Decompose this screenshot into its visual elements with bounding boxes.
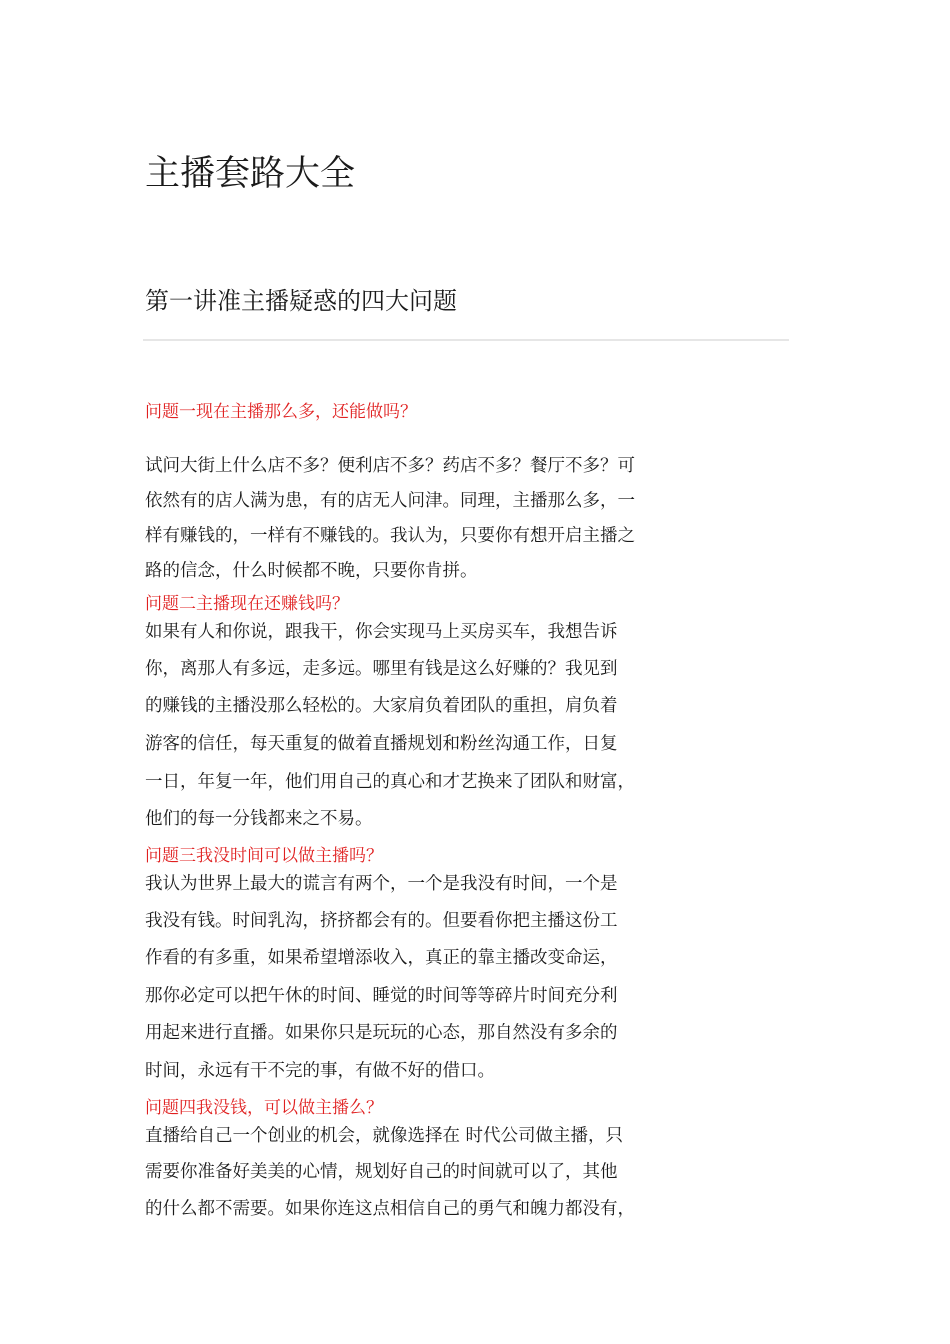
question-2-paragraph-line: 你，离那人有多远，走多远。哪里有钱是这么好赚的？我见到 bbox=[145, 659, 618, 679]
question-2-paragraph-line: 他们的每一分钱都来之不易。 bbox=[145, 809, 373, 829]
question-4-paragraph-line: 直播给自己一个创业的机会，就像选择在 时代公司做主播，只 bbox=[145, 1126, 624, 1146]
question-1-paragraph-line: 试问大街上什么店不多？便利店不多？药店不多？餐厅不多？可 bbox=[145, 456, 635, 476]
question-1-paragraph-line: 路的信念，什么时候都不晚，只要你肯拼。 bbox=[145, 561, 478, 581]
question-3-paragraph-line: 时间，永远有干不完的事，有做不好的借口。 bbox=[145, 1061, 495, 1081]
question-4-heading: 问题四我没钱，可以做主播么？ bbox=[145, 1098, 383, 1118]
document-title: 主播套路大全 bbox=[145, 154, 356, 194]
question-2-paragraph-line: 游客的信任，每天重复的做着直播规划和粉丝沟通工作，日复 bbox=[145, 734, 618, 754]
question-1-heading: 问题一现在主播那么多，还能做吗？ bbox=[145, 402, 417, 422]
question-3-paragraph-line: 作看的有多重，如果希望增添收入，真正的靠主播改变命运， bbox=[145, 948, 618, 968]
section-divider bbox=[143, 339, 789, 341]
question-4-paragraph-line: 的什么都不需要。如果你连这点相信自己的勇气和魄力都没有， bbox=[145, 1199, 635, 1219]
question-3-paragraph-line: 用起来进行直播。如果你只是玩玩的心态，那自然没有多余的 bbox=[145, 1023, 618, 1043]
question-1-paragraph-line: 依然有的店人满为患，有的店无人问津。同理，主播那么多，一 bbox=[145, 491, 635, 511]
question-3-paragraph-line: 我没有钱。时间乳沟，挤挤都会有的。但要看你把主播这份工 bbox=[145, 911, 618, 931]
question-3-paragraph-line: 那你必定可以把午休的时间、睡觉的时间等等碎片时间充分利 bbox=[145, 986, 618, 1006]
question-4-paragraph-line: 需要你准备好美美的心情，规划好自己的时间就可以了，其他 bbox=[145, 1162, 618, 1182]
question-3-heading: 问题三我没时间可以做主播吗？ bbox=[145, 846, 383, 866]
question-2-paragraph-line: 一日，年复一年，他们用自己的真心和才艺换来了团队和财富， bbox=[145, 772, 635, 792]
question-2-paragraph-line: 的赚钱的主播没那么轻松的。大家肩负着团队的重担，肩负着 bbox=[145, 696, 618, 716]
question-3-paragraph-line: 我认为世界上最大的谎言有两个，一个是我没有时间，一个是 bbox=[145, 874, 618, 894]
section-heading: 第一讲准主播疑惑的四大问题 bbox=[145, 287, 457, 315]
question-2-paragraph-line: 如果有人和你说，跟我干，你会实现马上买房买车，我想告诉 bbox=[145, 622, 618, 642]
question-2-heading: 问题二主播现在还赚钱吗？ bbox=[145, 594, 349, 614]
question-1-paragraph-line: 样有赚钱的，一样有不赚钱的。我认为，只要你有想开启主播之 bbox=[145, 526, 635, 546]
